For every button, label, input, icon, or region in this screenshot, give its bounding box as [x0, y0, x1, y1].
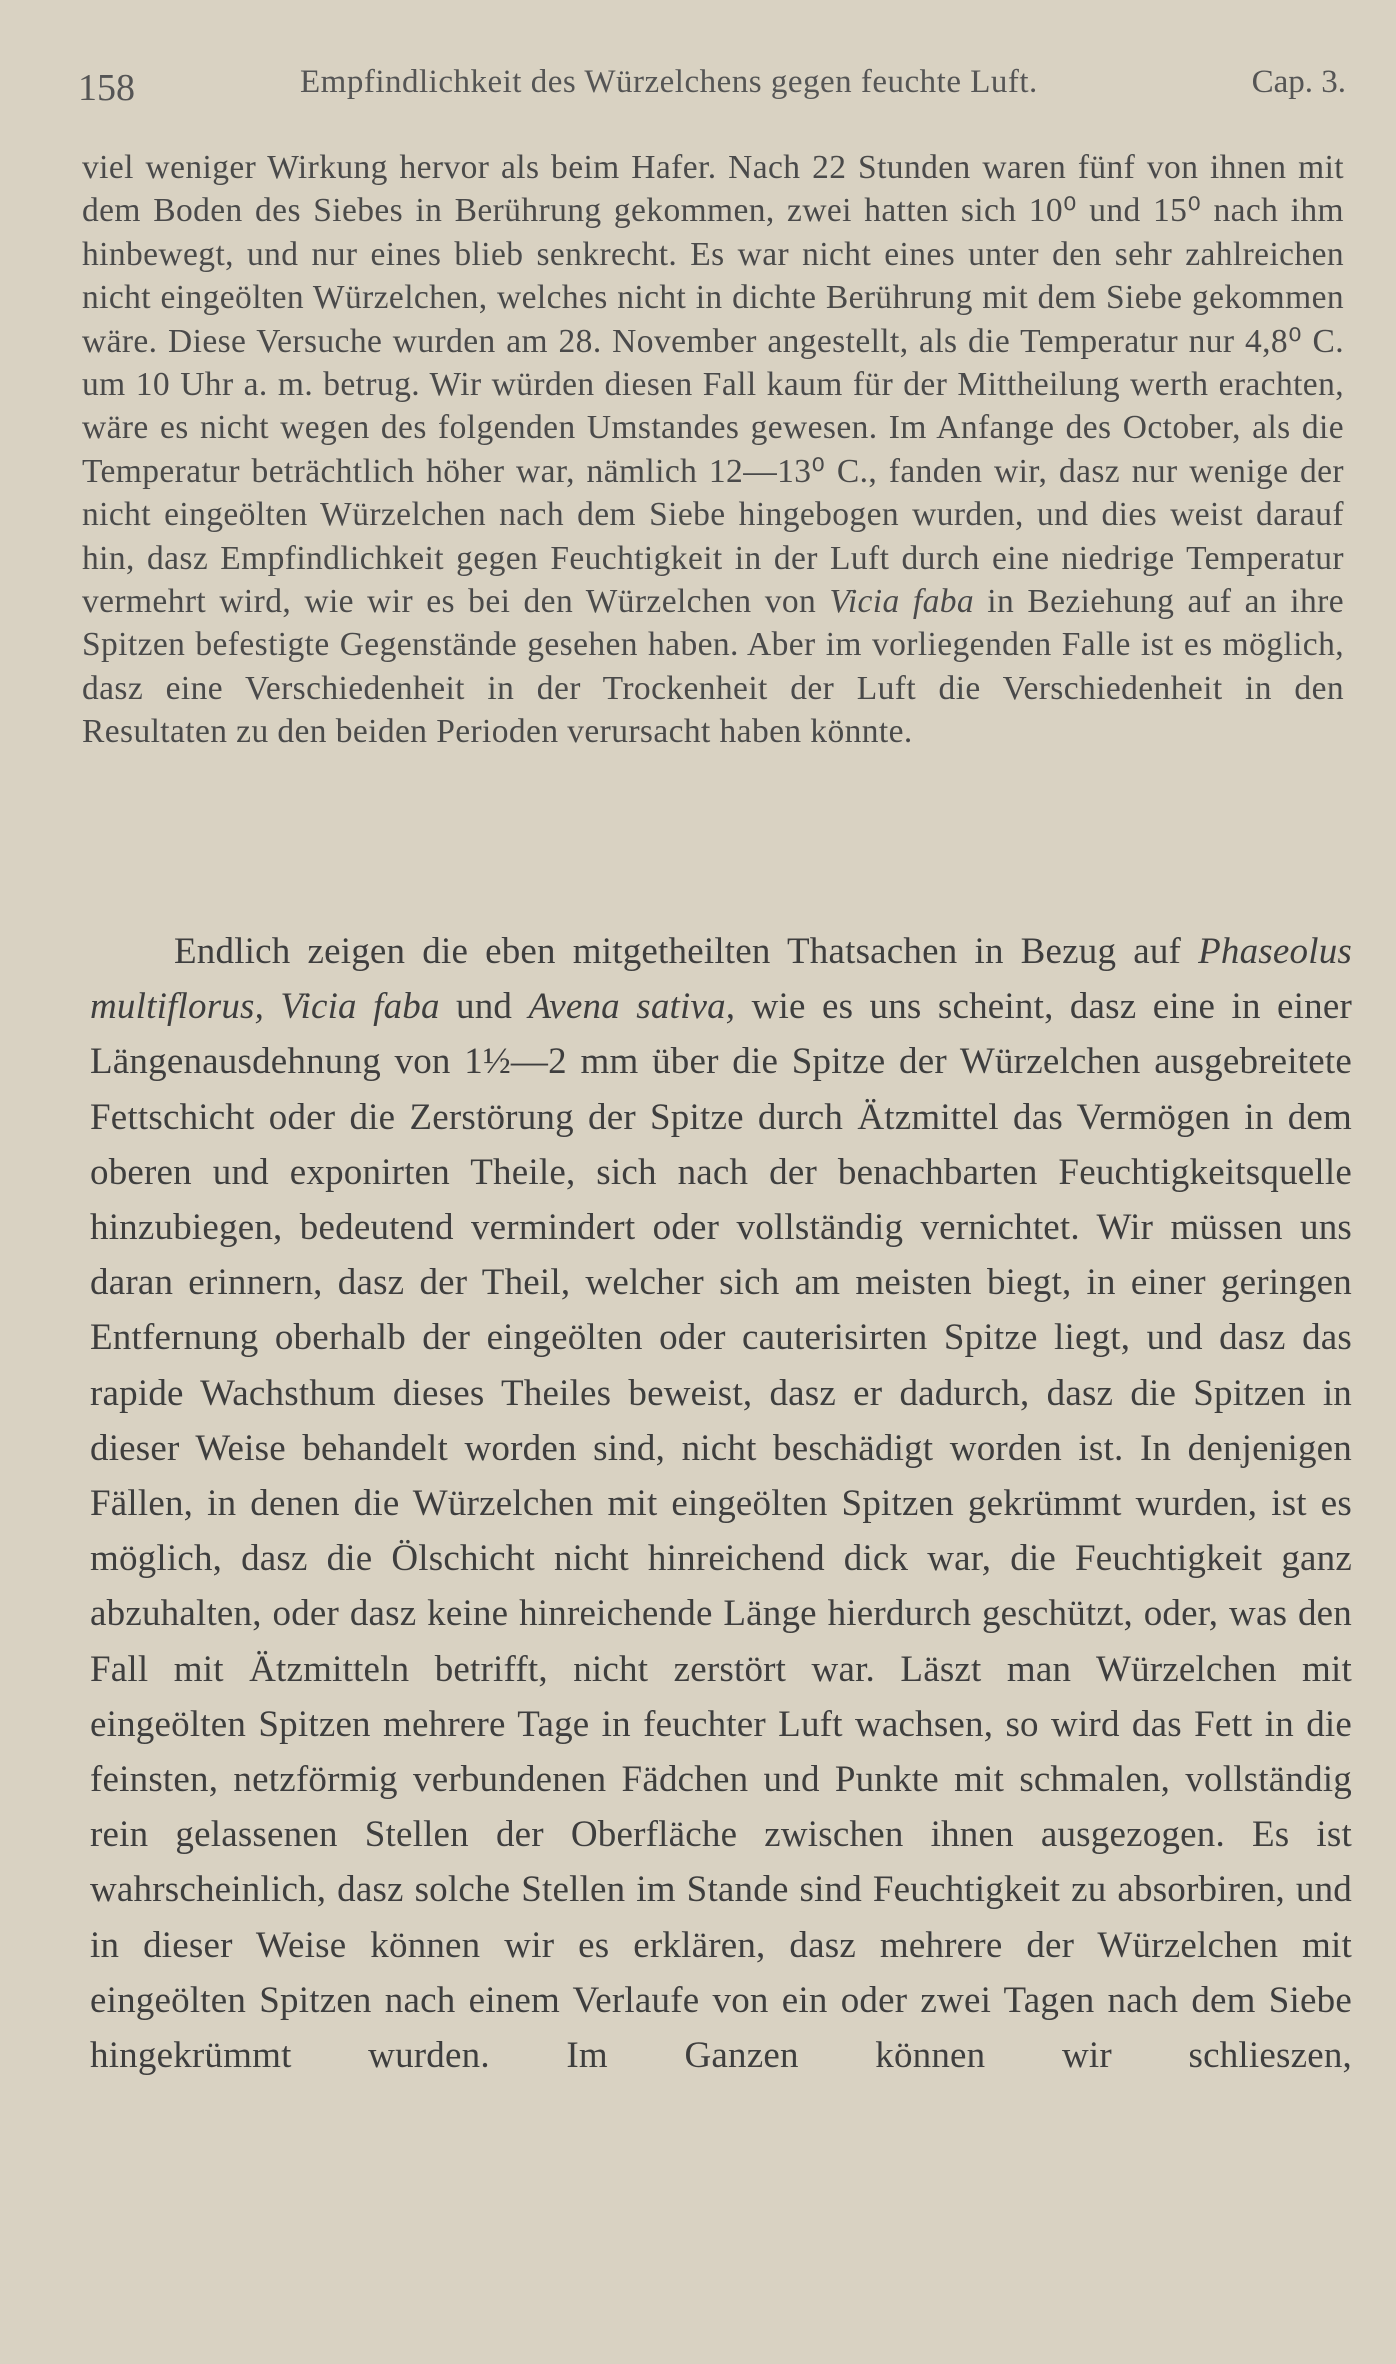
text-run: viel weniger Wirkung hervor als beim Hafer. Nach 22 Stunden waren fünf von ihnen mit dem Boden des Siebes in Berührung gekommen, zwei hatten sich 10⁰ und 15⁰ nach ihm hinbewegt, und nur eines blieb senkrecht. Es war nicht eines unter den sehr zahlreichen nicht eingeölten Würzelchen, welches nicht in dichte Berührung mit dem Siebe gekommen wäre. Diese Versuche wurden am 28. November angestellt, als die Temperatur nur 4,8⁰ C. um 10 Uhr a. m. betrug. Wir würden diesen Fall kaum für der Mittheilung werth erachten, wäre es nicht wegen des folgenden Umstandes gewesen. Im Anfange des October, als die Temperatur beträchtlich höher war, nämlich 12—13⁰ C., fanden wir, dasz nur wenige der nicht eingeölten Würzelchen nach dem Siebe hingebogen wurden, und dies weist darauf hin, dasz Empfindlichkeit gegen Feuchtigkeit in der Luft durch eine niedrige Temperatur vermehrt wird, wie wir es bei den Würzelchen von — [82, 149, 1344, 621]
text-run: Endlich zeigen die eben mitgetheilten Thatsachen in Bezug auf — [174, 931, 1182, 972]
species-name: Vicia faba — [829, 583, 975, 621]
text-run: und — [456, 986, 513, 1028]
page-header — [78, 58, 1346, 108]
running-title: Empfindlichkeit des Würzelchens gegen feuchte Luft. — [300, 64, 1038, 100]
paragraph-body — [90, 924, 1352, 2083]
text-run: in Beziehung auf an ihre Spitzen befestigte Gegenstände gesehen haben. Aber im vorliegenden Falle ist es möglich, dasz eine Verschiedenheit in der Trockenheit der Luft die Verschiedenheit in den Resultaten zu den beiden Perioden verursacht haben könnte. — [82, 583, 1344, 751]
text-run: wie es uns scheint, dasz eine in einer Längenausdehnung von 1½—2 mm über die Spitze der Würzelchen ausgebreitete Fettschicht oder die Zerstörung der Spitze durch Ätzmittel das Vermögen in dem oberen und exponirten Theile, sich nach der benachbarten Feuchtigkeitsquelle hinzubiegen, bedeutend vermindert oder vollständig vernichtet. Wir müssen uns daran erinnern, dasz der Theil, welcher sich am meisten biegt, in einer geringen Entfernung oberhalb der eingeölten oder cauterisirten Spitze liegt, und dasz das rapide Wachsthum dieses Theiles beweist, dasz er dadurch, dasz die Spitzen in dieser Weise behandelt worden sind, nicht beschädigt worden ist. In denjenigen Fällen, in denen die Würzelchen mit eingeölten Spitzen gekrümmt wurden, ist es möglich, dasz die Ölschicht nicht hinreichend dick war, die Feuchtigkeit ganz abzuhalten, oder dasz keine hinreichende Länge hierdurch geschützt, oder, was den Fall mit Ätzmitteln betrifft, nicht zerstört war. Läszt man Würzelchen mit eingeölten Spitzen mehrere Tage in feuchter Luft wachsen, so wird das Fett in die feinsten, netzförmig verbundenen Fädchen und Punkte mit schmalen, vollständig rein gelassenen Stellen der Oberfläche zwischen ihnen ausgezogen. Es ist wahrscheinlich, dasz solche Stellen im Stande sind Feuchtigkeit zu absorbiren, und in dieser Weise können wir es erklären, dasz mehrere der Würzelchen mit eingeölten Spitzen nach einem Verlaufe von ein oder zwei Tagen nach dem Siebe hingekrümmt wurden. Im Ganzen können wir schlieszen, — [90, 986, 1352, 2077]
species-names: Phaseolus multiflorus, Vicia faba — [90, 931, 1352, 1028]
paragraph-small-print — [82, 146, 1344, 754]
page-number: 158 — [78, 67, 135, 109]
chapter-label: Cap. 3. — [1251, 64, 1346, 100]
species-name: Avena sativa, — [528, 986, 736, 1028]
